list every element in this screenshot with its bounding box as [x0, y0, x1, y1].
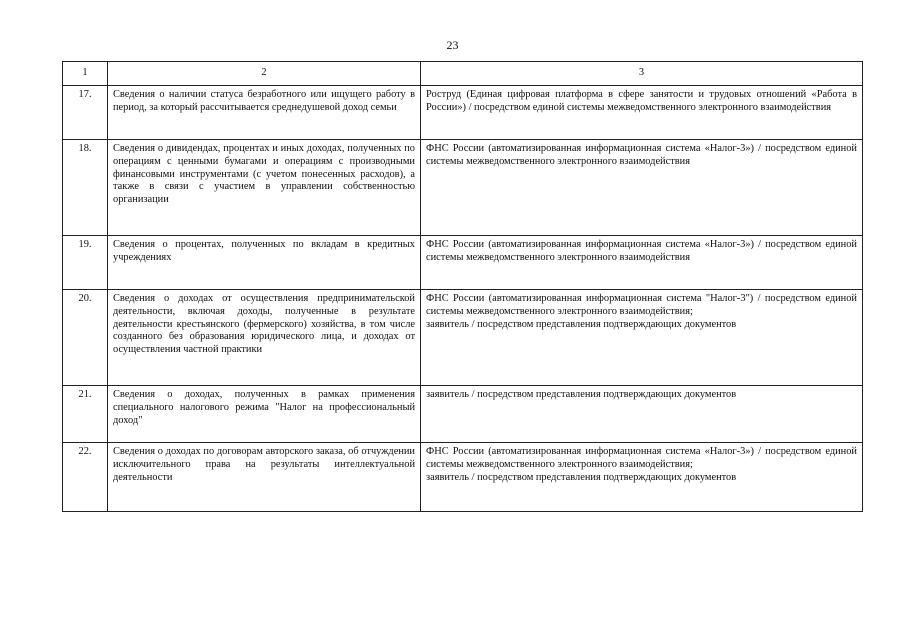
source-line: заявитель / посредством представления подтверждающих документов — [426, 389, 737, 400]
row-source — [421, 443, 863, 512]
row-source — [421, 86, 863, 140]
row-description: Сведения о наличии статуса безработного или ищущего работу в период, за который рассчитывается среднедушевой доход семьи — [108, 86, 421, 140]
row-source — [421, 140, 863, 236]
column-header-2: 2 — [108, 62, 421, 86]
column-header-1: 1 — [63, 62, 108, 86]
row-description: Сведения о доходах от осуществления предпринимательской деятельности, включая доходы, полученные в результате деятельности крестьянского (фермерского) хозяйства, в том числе созданного без образования юридического лица, и доходах от осуществления частной практики — [108, 290, 421, 386]
source-line: ФНС России (автоматизированная информационная система «Налог-3») / посредством единой системы межведомственного электронного взаимодействия — [426, 239, 857, 263]
table-row — [63, 236, 863, 290]
row-description: Сведения о доходах, полученных в рамках применения специального налогового режима "Налог на профессиональный доход" — [108, 386, 421, 443]
row-description: Сведения о доходах по договорам авторского заказа, об отчуждении исключительного права на результаты интеллектуальной деятельности — [108, 443, 421, 512]
row-number: 19. — [63, 236, 108, 290]
row-description: Сведения о процентах, полученных по вкладам в кредитных учреждениях — [108, 236, 421, 290]
source-line: Роструд (Единая цифровая платформа в сфере занятости и трудовых отношений «Работа в России») / посредством единой системы межведомственного электронного взаимодействия — [426, 89, 857, 113]
source-line: ФНС России (автоматизированная информационная система «Налог-3») / посредством единой системы межведомственного электронного взаимодействия — [426, 143, 857, 167]
row-description: Сведения о дивидендах, процентах и иных доходах, полученных по операциям с ценными бумагами и операциям с производными финансовыми инструментами (с учетом понесенных расходов), а также в связи с участием в управлении собственностью организации — [108, 140, 421, 236]
source-line: ФНС России (автоматизированная информационная система "Налог-3") / посредством единой системы межведомственного электронного взаимодействия; — [426, 293, 857, 317]
row-number: 20. — [63, 290, 108, 386]
source-line: заявитель / посредством представления подтверждающих документов — [426, 471, 737, 483]
page-number: 23 — [446, 38, 459, 52]
table-row — [63, 290, 863, 386]
column-header-3: 3 — [421, 62, 863, 86]
table-row — [63, 140, 863, 236]
table-body — [63, 62, 863, 512]
table-row — [63, 386, 863, 443]
info-sources-table — [62, 61, 863, 512]
source-line: ФНС России (автоматизированная информационная система «Налог-3») / посредством единой системы межведомственного электронного взаимодействия; — [426, 446, 857, 470]
table-row — [63, 443, 863, 512]
table-row — [63, 86, 863, 140]
row-number: 22. — [63, 443, 108, 512]
table-header-row — [63, 62, 863, 86]
row-number: 18. — [63, 140, 108, 236]
row-number: 21. — [63, 386, 108, 443]
source-line: заявитель / посредством представления подтверждающих документов — [426, 318, 737, 330]
row-source — [421, 236, 863, 290]
row-source — [421, 290, 863, 386]
row-number: 17. — [63, 86, 108, 140]
row-source — [421, 386, 863, 443]
